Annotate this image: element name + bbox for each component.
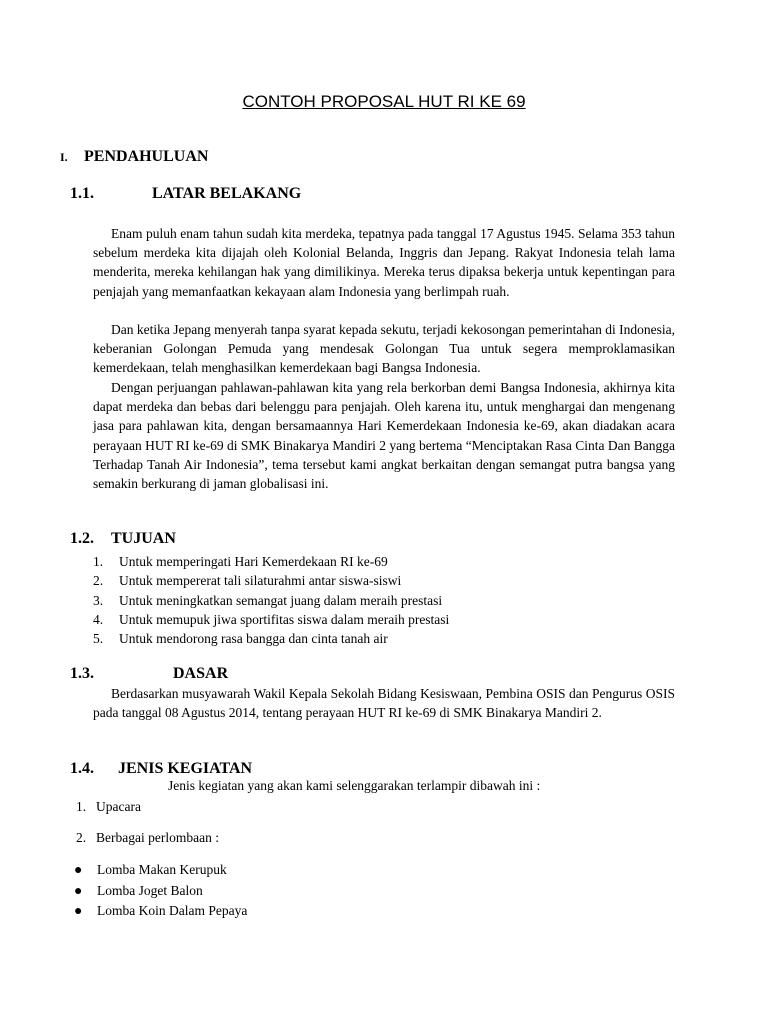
section-label: TUJUAN (111, 530, 176, 547)
chapter-heading (60, 148, 208, 166)
section-heading-tujuan (70, 530, 176, 548)
list-item: 5. Untuk mendorong rasa bangga dan cinta tanah air (93, 631, 388, 647)
kegiatan-intro: Jenis kegiatan yang akan kami selenggarakan terlampir dibawah ini : (168, 778, 541, 793)
bullet-icon: ● (74, 904, 83, 919)
bullet-icon: ● (74, 883, 83, 899)
paragraph-dasar: Berdasarkan musyawarah Wakil Kepala Sekolah Bidang Kesiswaan, Pembina OSIS dan Pengurus OSIS pada tanggal 08 Agustus 2014, tentang perayaan HUT RI ke-69 di SMK Binakarya Mandiri 2. (93, 686, 675, 721)
kegiatan-item-upacara: 1. Upacara (76, 799, 141, 814)
kegiatan-item-perlombaan: 2. Berbagai perlombaan : (76, 830, 219, 845)
section-label: JENIS KEGIATAN (118, 760, 253, 777)
list-item: ● Lomba Makan Kerupuk (74, 860, 247, 881)
list-item: ● Lomba Koin Dalam Pepaya (74, 901, 247, 922)
list-item: 4. Untuk memupuk jiwa sportifitas siswa dalam meraih prestasi (93, 611, 450, 627)
section-heading-dasar (70, 665, 228, 683)
paragraph-latar-2: Dan ketika Jepang menyerah tanpa syarat kepada sekutu, terjadi kekosongan pemerintahan di Indonesia, keberanian Golongan Pemuda yang mendesak Golongan Tua untuk segera memproklamasikan kemerdekaan, telah menghasilkan kemerdekaan bagi Bangsa Indonesia. (93, 322, 675, 376)
list-item: 2. Untuk mempererat tali silaturahmi antar siswa-siswi (93, 573, 402, 589)
paragraph-latar-3: Dengan perjuangan pahlawan-pahlawan kita yang rela berkorban demi Bangsa Indonesia, akhirnya kita dapat merdeka dan bebas dari belenggu para penjajah. Oleh karena itu, untuk menghargai dan mengenang jasa para pahlawan kita, dengan bersamaannya Hari Kemerdekaan Indonesia ke-69, akan diadakan acara perayaan HUT RI ke-69 di SMK Binakarya Mandiri 2 yang bertema “Menciptakan Rasa Cinta Dan Bangga Terhadap Tanah Air Indonesia”, tema tersebut kami angkat berkaitan dengan semangat putra bangsa yang semakin berkurang di jaman globalisasi ini. (93, 380, 675, 492)
section-heading-latar-belakang (70, 185, 301, 203)
section-number: 1.3. (70, 665, 94, 682)
section-number: 1.4. (70, 760, 94, 777)
section-number: 1.1. (70, 185, 94, 202)
section-number: 1.2. (70, 530, 94, 547)
chapter-label: PENDAHULUAN (84, 148, 209, 165)
section-label: LATAR BELAKANG (152, 185, 302, 202)
list-item: 1. Untuk memperingati Hari Kemerdekaan RI ke-69 (93, 554, 388, 569)
bullet-icon: ● (74, 863, 83, 878)
section-heading-jenis-kegiatan (70, 760, 252, 778)
list-item: ● Lomba Joget Balon (74, 881, 247, 902)
section-label: DASAR (173, 665, 229, 682)
chapter-number: I. (60, 150, 68, 164)
lomba-list (74, 860, 247, 922)
document-title: CONTOH PROPOSAL HUT RI KE 69 (242, 92, 526, 111)
list-item: 3. Untuk meningkatkan semangat juang dalam meraih prestasi (93, 592, 443, 608)
tujuan-list (93, 552, 449, 648)
paragraph-latar-1: Enam puluh enam tahun sudah kita merdeka, tepatnya pada tanggal 17 Agustus 1945. Selama 353 tahun sebelum merdeka kita dijajah oleh Kolonial Belanda, Inggris dan Jepang. Rakyat Indonesia telah lama menderita, mereka kehilangan hak yang dimilikinya. Mereka terus dipaksa bekerja untuk kepentingan para penjajah yang memanfaatkan kekayaan alam Indonesia yang berlimpah ruah. (93, 226, 675, 299)
